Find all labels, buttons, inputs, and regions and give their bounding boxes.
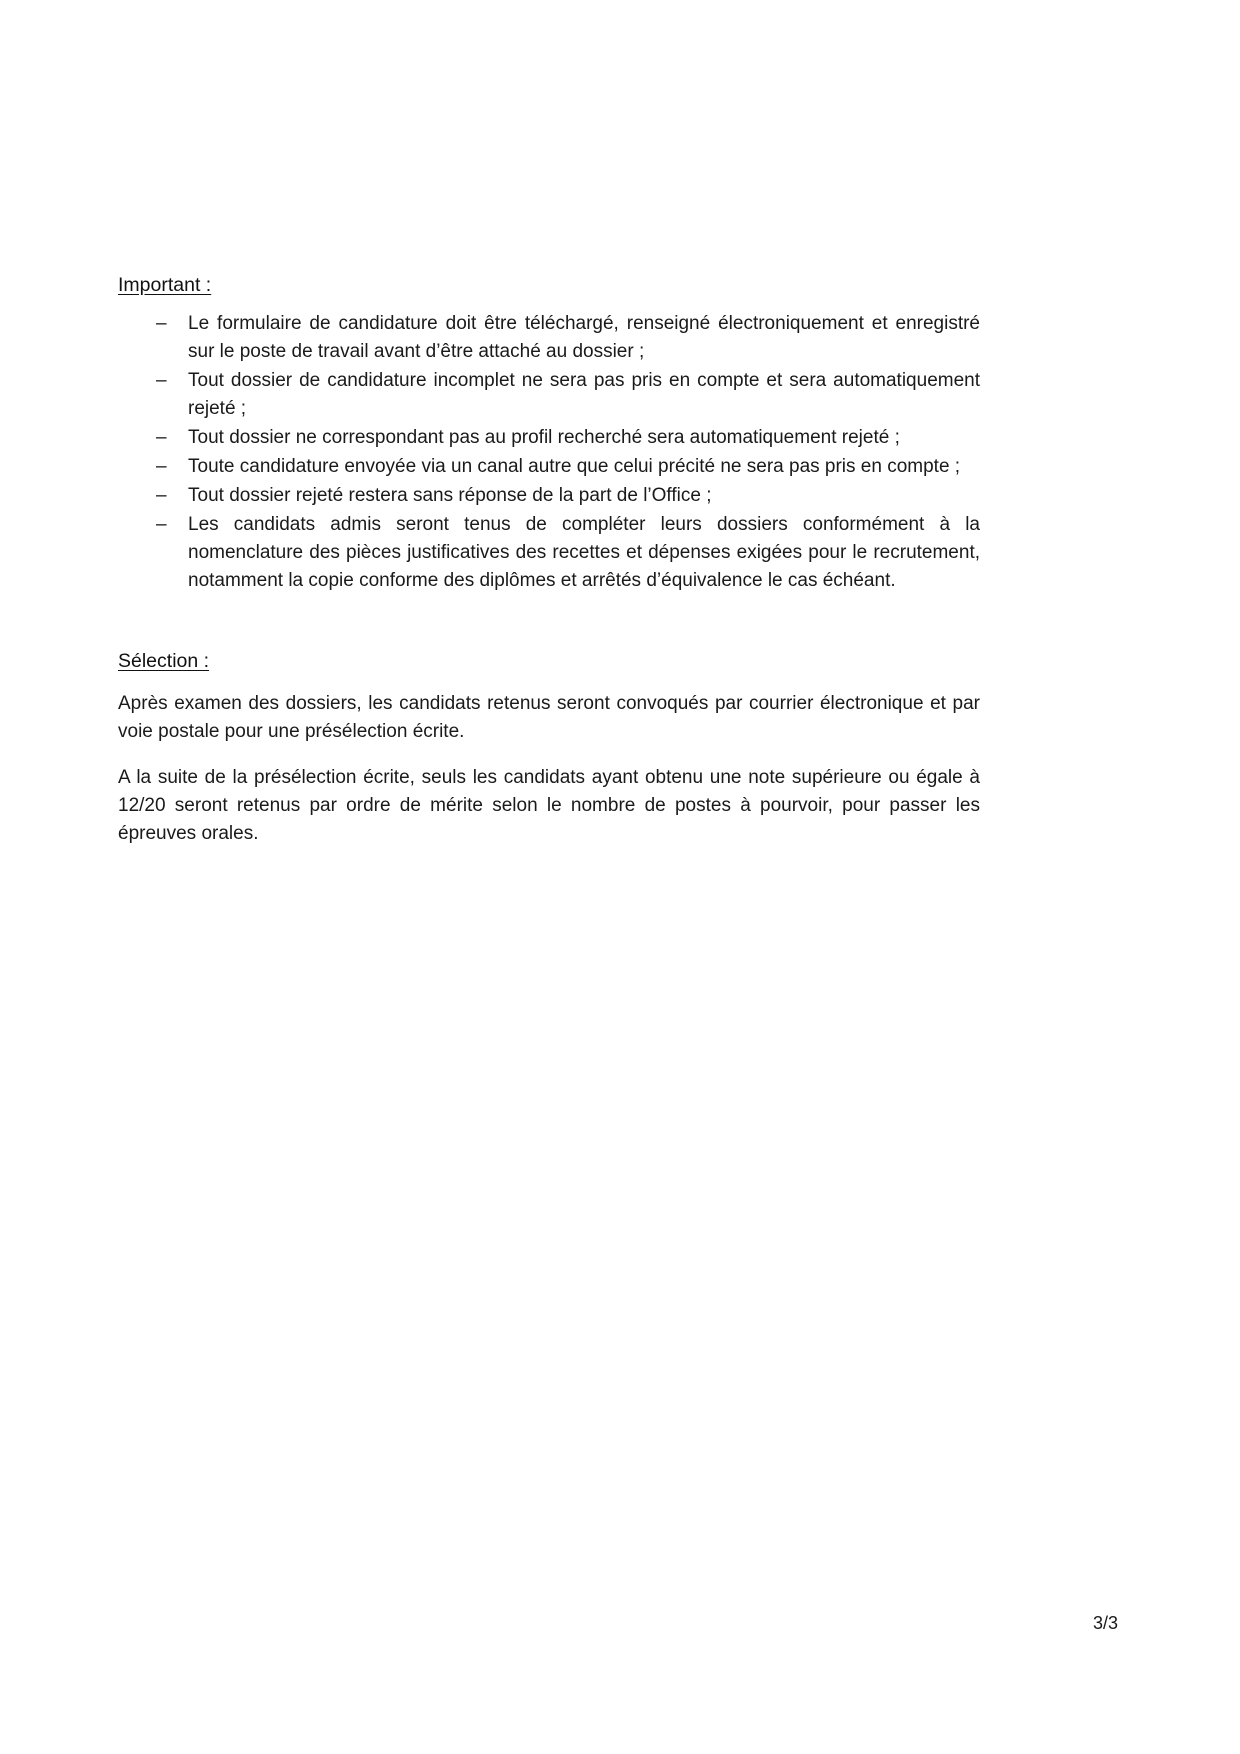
list-item xyxy=(118,482,980,510)
selection-paragraph: A la suite de la présélection écrite, seuls les candidats ayant obtenu une note supérieure ou égale à 12/20 seront retenus par ordre de mérite selon le nombre de postes à pourvoir, pour passer les épreuves orales. xyxy=(118,766,980,844)
dash-bullet-icon: – xyxy=(156,427,167,448)
selection-heading: Sélection : xyxy=(118,649,210,672)
list-item-text: Tout dossier de candidature incomplet ne sera pas pris en compte et sera automatiquement rejeté ; xyxy=(188,370,980,420)
selection-paragraph: Après examen des dossiers, les candidats retenus seront convoqués par courrier électronique et par voie postale pour une présélection écrite. xyxy=(118,692,980,742)
list-item-text: Tout dossier rejeté restera sans réponse de la part de l’Office ; xyxy=(188,484,712,506)
section-spacer xyxy=(118,596,980,648)
dash-bullet-icon: – xyxy=(156,455,167,477)
dash-bullet-icon: – xyxy=(156,370,167,392)
dash-bullet-icon: – xyxy=(156,513,167,535)
dash-bullet-icon: – xyxy=(156,484,167,506)
list-item xyxy=(118,367,980,423)
list-item xyxy=(118,424,980,452)
document-body xyxy=(118,272,980,865)
dash-bullet-icon: – xyxy=(156,313,167,335)
important-list xyxy=(118,310,980,594)
page-number: 3/3 xyxy=(1092,1613,1118,1633)
important-section xyxy=(118,272,980,595)
important-heading: Important : xyxy=(118,274,212,296)
list-item xyxy=(118,511,980,595)
selection-section xyxy=(118,648,980,848)
list-item-text: Le formulaire de candidature doit être téléchargé, renseigné électroniquement et enregistré sur le poste de travail avant d’être attaché au dossier ; xyxy=(188,313,980,363)
list-item-text: Tout dossier ne correspondant pas au profil recherché sera automatiquement rejeté ; xyxy=(188,427,900,448)
list-item xyxy=(118,453,980,481)
list-item-text: Toute candidature envoyée via un canal autre que celui précité ne sera pas pris en compte ; xyxy=(188,455,961,477)
list-item-text: Les candidats admis seront tenus de compléter leurs dossiers conformément à la nomenclature des pièces justificatives des recettes et dépenses exigées pour le recrutement, notamment la copie conforme des diplômes et arrêtés d’équivalence le cas échéant. xyxy=(188,513,980,591)
list-item xyxy=(118,310,980,366)
